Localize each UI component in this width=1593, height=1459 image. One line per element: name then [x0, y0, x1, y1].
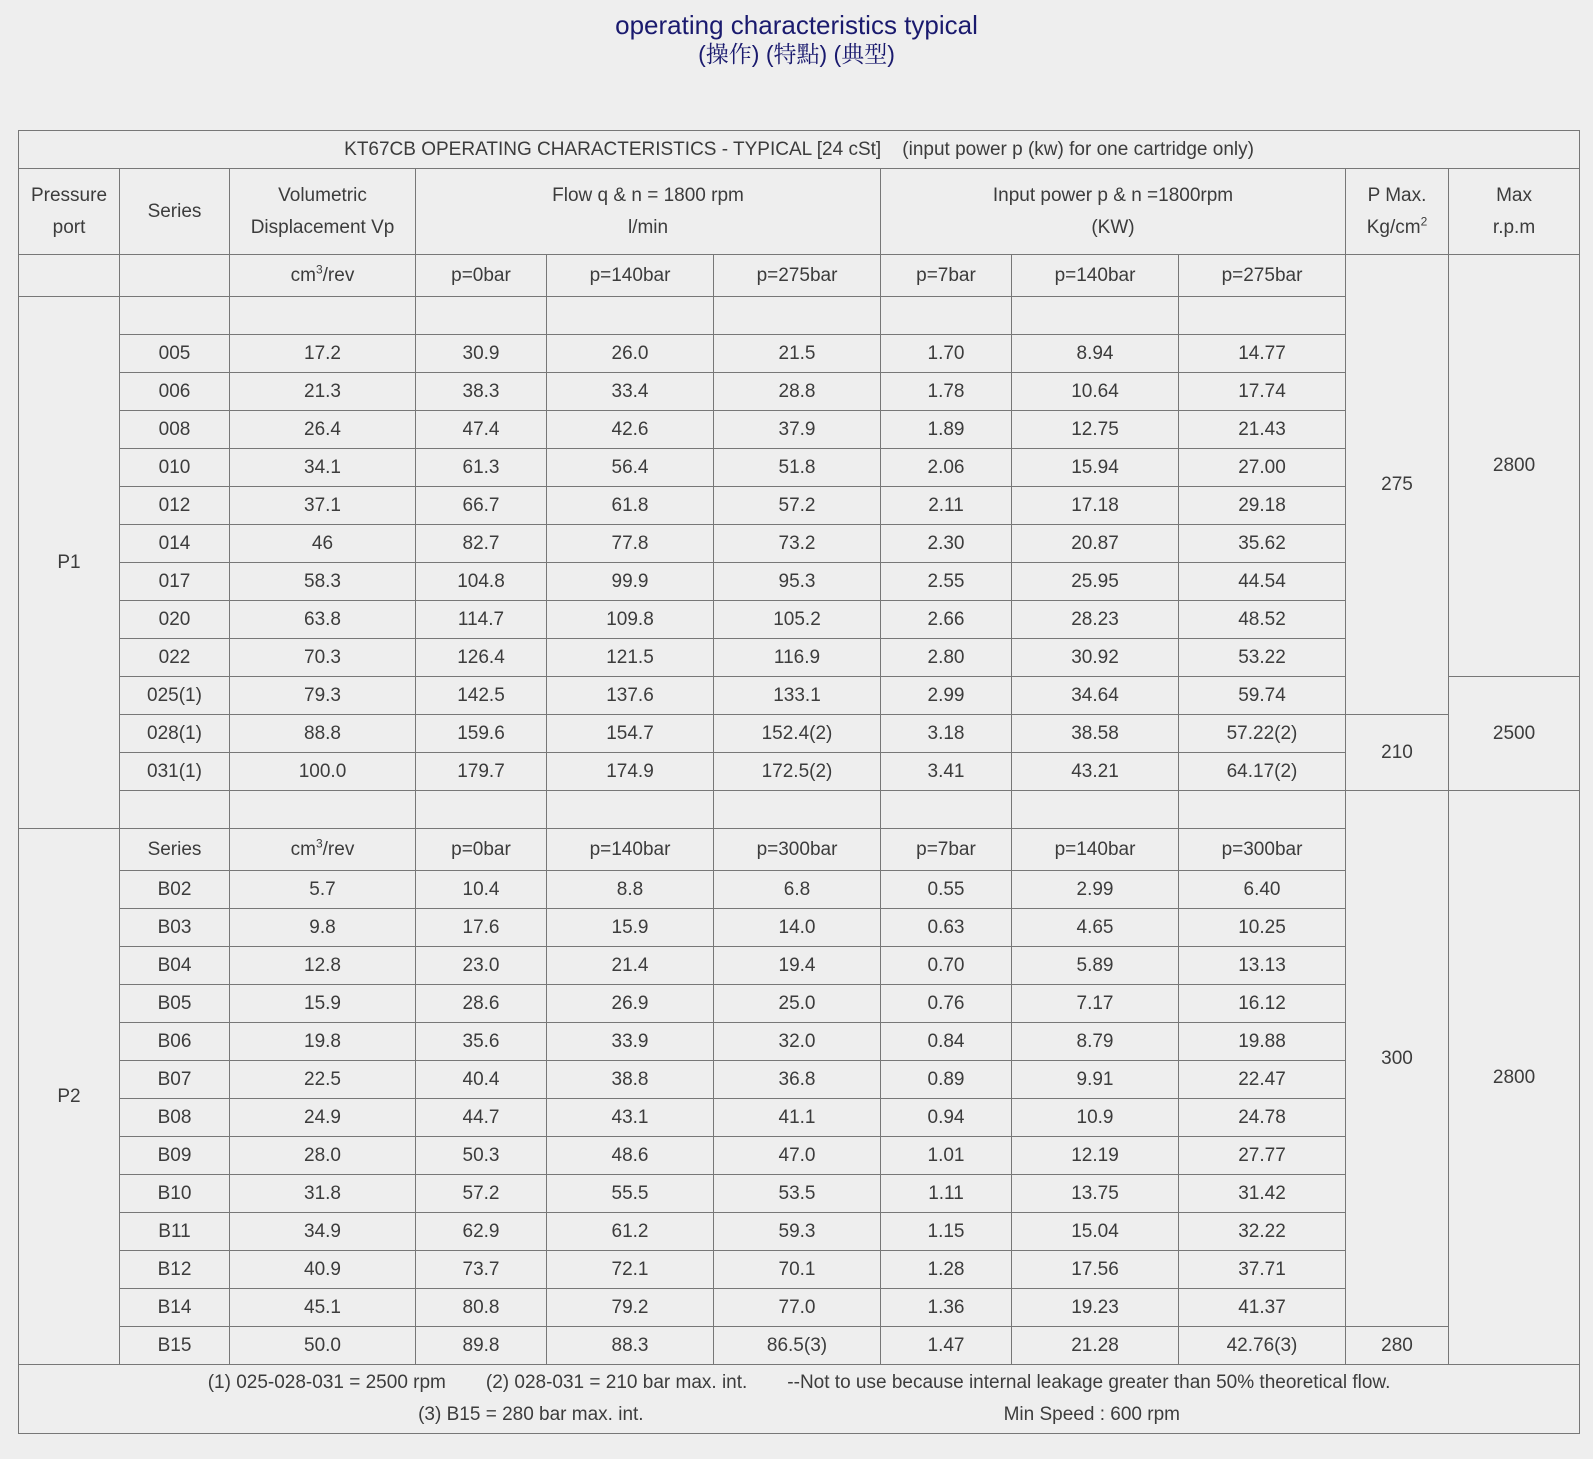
cell-power-7bar: 3.41 — [881, 753, 1012, 791]
page-title: operating characteristics typical — [615, 10, 978, 40]
table-row — [19, 1213, 1580, 1251]
unit-flow-140bar: p=140bar — [547, 255, 714, 297]
cell-displacement: 26.4 — [230, 411, 416, 449]
cell-power-7bar: 0.55 — [881, 871, 1012, 909]
cell-flow-hi: 95.3 — [714, 563, 881, 601]
spacer-row-p1 — [19, 297, 1580, 335]
cell-flow-hi: 105.2 — [714, 601, 881, 639]
cell-flow-140bar: 26.0 — [547, 335, 714, 373]
table-row — [19, 639, 1580, 677]
cell-power-7bar: 3.18 — [881, 715, 1012, 753]
cell-flow-140bar: 121.5 — [547, 639, 714, 677]
cell-power-140bar: 19.23 — [1012, 1289, 1179, 1327]
empty-cell — [120, 791, 230, 829]
cell-displacement: 45.1 — [230, 1289, 416, 1327]
cell-power-7bar: 2.11 — [881, 487, 1012, 525]
cell-displacement: 58.3 — [230, 563, 416, 601]
cell-power-140bar: 12.19 — [1012, 1137, 1179, 1175]
header-displacement: Volumetric Displacement Vp — [230, 169, 416, 255]
cell-flow-0bar: 17.6 — [416, 909, 547, 947]
cell-power-7bar: 0.63 — [881, 909, 1012, 947]
table-row — [19, 909, 1580, 947]
rpm-p2: 2800 — [1449, 791, 1580, 1365]
cell-power-7bar: 1.01 — [881, 1137, 1012, 1175]
cell-power-7bar: 2.06 — [881, 449, 1012, 487]
cell-power-hi: 10.25 — [1179, 909, 1346, 947]
unit-power-140bar-p2: p=140bar — [1012, 829, 1179, 871]
table-row — [19, 715, 1580, 753]
cell-flow-0bar: 61.3 — [416, 449, 547, 487]
units-port-empty — [19, 255, 120, 297]
cell-power-140bar: 8.94 — [1012, 335, 1179, 373]
cell-flow-140bar: 42.6 — [547, 411, 714, 449]
cell-series: B06 — [120, 1023, 230, 1061]
unit-power-7bar-p2: p=7bar — [881, 829, 1012, 871]
table-row — [19, 601, 1580, 639]
footnote-3: --Not to use because internal leakage greater than 50% theoretical flow. — [787, 1372, 1391, 1393]
cell-power-140bar: 34.64 — [1012, 677, 1179, 715]
cell-power-hi: 35.62 — [1179, 525, 1346, 563]
cell-series: B04 — [120, 947, 230, 985]
table-row — [19, 985, 1580, 1023]
cell-power-hi: 29.18 — [1179, 487, 1346, 525]
empty-cell — [1179, 791, 1346, 829]
cell-power-140bar: 4.65 — [1012, 909, 1179, 947]
cell-flow-hi: 6.8 — [714, 871, 881, 909]
cell-flow-hi: 47.0 — [714, 1137, 881, 1175]
cell-flow-hi: 53.5 — [714, 1175, 881, 1213]
cell-power-7bar: 2.30 — [881, 525, 1012, 563]
cell-power-hi: 13.13 — [1179, 947, 1346, 985]
cell-displacement: 21.3 — [230, 373, 416, 411]
cell-power-hi: 17.74 — [1179, 373, 1346, 411]
cell-flow-0bar: 30.9 — [416, 335, 547, 373]
cell-flow-140bar: 137.6 — [547, 677, 714, 715]
cell-flow-140bar: 61.8 — [547, 487, 714, 525]
cell-series: 025(1) — [120, 677, 230, 715]
header-max-rpm: Max r.p.m — [1449, 169, 1580, 255]
cell-flow-140bar: 21.4 — [547, 947, 714, 985]
cell-flow-hi: 133.1 — [714, 677, 881, 715]
cell-power-hi: 14.77 — [1179, 335, 1346, 373]
cell-displacement: 70.3 — [230, 639, 416, 677]
table-caption: KT67CB OPERATING CHARACTERISTICS - TYPICAL [24 cSt] (input power p (kw) for one cartridge only) — [19, 131, 1580, 169]
cell-flow-hi: 41.1 — [714, 1099, 881, 1137]
cell-displacement: 28.0 — [230, 1137, 416, 1175]
cell-power-7bar: 0.70 — [881, 947, 1012, 985]
cell-flow-0bar: 82.7 — [416, 525, 547, 563]
table-row — [19, 487, 1580, 525]
cell-flow-hi: 77.0 — [714, 1289, 881, 1327]
cell-power-hi: 42.76(3) — [1179, 1327, 1346, 1365]
empty-cell — [230, 791, 416, 829]
table-row — [19, 1023, 1580, 1061]
cell-power-140bar: 17.18 — [1012, 487, 1179, 525]
cell-flow-0bar: 159.6 — [416, 715, 547, 753]
cell-displacement: 17.2 — [230, 335, 416, 373]
cell-power-hi: 57.22(2) — [1179, 715, 1346, 753]
cell-power-140bar: 28.23 — [1012, 601, 1179, 639]
unit-power-275bar: p=275bar — [1179, 255, 1346, 297]
cell-series: B02 — [120, 871, 230, 909]
cell-flow-140bar: 56.4 — [547, 449, 714, 487]
cell-flow-hi: 57.2 — [714, 487, 881, 525]
unit-power-7bar: p=7bar — [881, 255, 1012, 297]
table-row — [19, 335, 1580, 373]
cell-series: 012 — [120, 487, 230, 525]
cell-flow-hi: 28.8 — [714, 373, 881, 411]
cell-power-7bar: 0.94 — [881, 1099, 1012, 1137]
cell-displacement: 63.8 — [230, 601, 416, 639]
cell-flow-0bar: 38.3 — [416, 373, 547, 411]
cell-flow-hi: 14.0 — [714, 909, 881, 947]
cell-flow-0bar: 142.5 — [416, 677, 547, 715]
unit-flow-300bar-p2: p=300bar — [714, 829, 881, 871]
cell-flow-0bar: 28.6 — [416, 985, 547, 1023]
unit-series-p2: Series — [120, 829, 230, 871]
cell-series: B15 — [120, 1327, 230, 1365]
cell-power-hi: 27.00 — [1179, 449, 1346, 487]
cell-power-140bar: 13.75 — [1012, 1175, 1179, 1213]
cell-displacement: 15.9 — [230, 985, 416, 1023]
cell-displacement: 40.9 — [230, 1251, 416, 1289]
rpm-p1-b: 2500 — [1449, 677, 1580, 791]
cell-power-140bar: 15.94 — [1012, 449, 1179, 487]
cell-flow-0bar: 179.7 — [416, 753, 547, 791]
cell-flow-0bar: 50.3 — [416, 1137, 547, 1175]
cell-power-7bar: 2.99 — [881, 677, 1012, 715]
cell-flow-0bar: 47.4 — [416, 411, 547, 449]
cell-flow-140bar: 174.9 — [547, 753, 714, 791]
cell-power-140bar: 7.17 — [1012, 985, 1179, 1023]
cell-displacement: 34.1 — [230, 449, 416, 487]
pmax-p1-b: 210 — [1346, 715, 1449, 791]
cell-power-7bar: 1.28 — [881, 1251, 1012, 1289]
cell-flow-140bar: 79.2 — [547, 1289, 714, 1327]
cell-flow-0bar: 40.4 — [416, 1061, 547, 1099]
cell-flow-140bar: 109.8 — [547, 601, 714, 639]
cell-power-7bar: 2.66 — [881, 601, 1012, 639]
cell-series: B14 — [120, 1289, 230, 1327]
cell-power-140bar: 8.79 — [1012, 1023, 1179, 1061]
cell-flow-0bar: 23.0 — [416, 947, 547, 985]
cell-flow-hi: 51.8 — [714, 449, 881, 487]
cell-power-hi: 16.12 — [1179, 985, 1346, 1023]
cell-flow-hi: 21.5 — [714, 335, 881, 373]
cell-power-7bar: 2.80 — [881, 639, 1012, 677]
table-row — [19, 1251, 1580, 1289]
unit-displacement: $cm^3$/rev — [230, 255, 416, 297]
footnote-2: (2) 028-031 = 210 bar max. int. — [485, 1372, 748, 1393]
pmax-p2-b: 280 — [1346, 1327, 1449, 1365]
cell-power-7bar: 2.55 — [881, 563, 1012, 601]
cell-power-140bar: 10.9 — [1012, 1099, 1179, 1137]
port-p2: P2 — [19, 829, 120, 1365]
cell-flow-140bar: 48.6 — [547, 1137, 714, 1175]
cell-flow-140bar: 8.8 — [547, 871, 714, 909]
spacer-row-p2 — [19, 791, 1580, 829]
cell-power-140bar: 30.92 — [1012, 639, 1179, 677]
cell-series: B08 — [120, 1099, 230, 1137]
units-row-p2 — [19, 829, 1580, 871]
unit-flow-0bar: p=0bar — [416, 255, 547, 297]
units-series-empty — [120, 255, 230, 297]
characteristics-table — [18, 130, 1580, 1434]
cell-flow-140bar: 33.4 — [547, 373, 714, 411]
cell-flow-140bar: 38.8 — [547, 1061, 714, 1099]
cell-power-hi: 31.42 — [1179, 1175, 1346, 1213]
table-row — [19, 411, 1580, 449]
empty-cell — [714, 791, 881, 829]
cell-flow-0bar: 89.8 — [416, 1327, 547, 1365]
cell-flow-140bar: 72.1 — [547, 1251, 714, 1289]
cell-flow-0bar: 73.7 — [416, 1251, 547, 1289]
notes-row — [19, 1365, 1580, 1434]
cell-flow-hi: 152.4(2) — [714, 715, 881, 753]
table-row — [19, 373, 1580, 411]
cell-power-hi: 24.78 — [1179, 1099, 1346, 1137]
empty-cell — [881, 791, 1012, 829]
cell-displacement: 12.8 — [230, 947, 416, 985]
cell-series: 020 — [120, 601, 230, 639]
cell-displacement: 88.8 — [230, 715, 416, 753]
cell-flow-140bar: 43.1 — [547, 1099, 714, 1137]
cell-flow-hi: 70.1 — [714, 1251, 881, 1289]
cell-power-140bar: 5.89 — [1012, 947, 1179, 985]
cell-power-hi: 21.43 — [1179, 411, 1346, 449]
cell-power-hi: 32.22 — [1179, 1213, 1346, 1251]
cell-power-7bar: 1.89 — [881, 411, 1012, 449]
pmax-p1-a: 275 — [1346, 255, 1449, 715]
cell-power-140bar: 17.56 — [1012, 1251, 1179, 1289]
cell-flow-hi: 116.9 — [714, 639, 881, 677]
cell-displacement: 100.0 — [230, 753, 416, 791]
table-row — [19, 563, 1580, 601]
table-row — [19, 677, 1580, 715]
unit-displacement-p2: $cm^3$/rev — [230, 829, 416, 871]
cell-power-hi: 22.47 — [1179, 1061, 1346, 1099]
cell-series: B09 — [120, 1137, 230, 1175]
cell-power-140bar: 15.04 — [1012, 1213, 1179, 1251]
cell-power-7bar: 0.76 — [881, 985, 1012, 1023]
cell-flow-hi: 73.2 — [714, 525, 881, 563]
cell-series: 028(1) — [120, 715, 230, 753]
cell-flow-0bar: 10.4 — [416, 871, 547, 909]
header-flow: Flow q & n = 1800 rpm l/min — [416, 169, 881, 255]
empty-cell — [1012, 791, 1179, 829]
cell-power-hi: 19.88 — [1179, 1023, 1346, 1061]
cell-flow-140bar: 55.5 — [547, 1175, 714, 1213]
cell-power-hi: 6.40 — [1179, 871, 1346, 909]
cell-series: 006 — [120, 373, 230, 411]
cell-power-hi: 44.54 — [1179, 563, 1346, 601]
cell-flow-hi: 19.4 — [714, 947, 881, 985]
cell-flow-0bar: 66.7 — [416, 487, 547, 525]
page-heading — [0, 0, 1593, 120]
header-pmax: P Max. $Kg/cm^2$ — [1346, 169, 1449, 255]
table-row — [19, 1099, 1580, 1137]
cell-series: 005 — [120, 335, 230, 373]
cell-flow-140bar: 154.7 — [547, 715, 714, 753]
table-row — [19, 1327, 1580, 1365]
table-row — [19, 525, 1580, 563]
cell-power-140bar: 43.21 — [1012, 753, 1179, 791]
cell-flow-140bar: 99.9 — [547, 563, 714, 601]
cell-flow-0bar: 62.9 — [416, 1213, 547, 1251]
cell-displacement: 5.7 — [230, 871, 416, 909]
unit-power-140bar: p=140bar — [1012, 255, 1179, 297]
cell-flow-hi: 37.9 — [714, 411, 881, 449]
cell-flow-0bar: 104.8 — [416, 563, 547, 601]
pmax-p2-a: 300 — [1346, 791, 1449, 1327]
header-series: Series — [120, 169, 230, 255]
cell-flow-hi: 25.0 — [714, 985, 881, 1023]
cell-power-140bar: 25.95 — [1012, 563, 1179, 601]
header-pressure-port: Pressure port — [19, 169, 120, 255]
cell-power-7bar: 1.78 — [881, 373, 1012, 411]
cell-power-hi: 41.37 — [1179, 1289, 1346, 1327]
cell-series: 008 — [120, 411, 230, 449]
table-row — [19, 753, 1580, 791]
cell-displacement: 22.5 — [230, 1061, 416, 1099]
cell-power-7bar: 1.70 — [881, 335, 1012, 373]
cell-flow-140bar: 33.9 — [547, 1023, 714, 1061]
cell-series: 010 — [120, 449, 230, 487]
cell-displacement: 46 — [230, 525, 416, 563]
cell-series: B12 — [120, 1251, 230, 1289]
units-row-p1 — [19, 255, 1580, 297]
cell-displacement: 24.9 — [230, 1099, 416, 1137]
footnote-4: (3) B15 = 280 bar max. int. — [418, 1404, 644, 1425]
cell-flow-0bar: 35.6 — [416, 1023, 547, 1061]
cell-series: 022 — [120, 639, 230, 677]
cell-series: 014 — [120, 525, 230, 563]
cell-displacement: 31.8 — [230, 1175, 416, 1213]
cell-flow-140bar: 88.3 — [547, 1327, 714, 1365]
table-row — [19, 1175, 1580, 1213]
cell-series: B10 — [120, 1175, 230, 1213]
cell-flow-0bar: 57.2 — [416, 1175, 547, 1213]
cell-power-7bar: 0.84 — [881, 1023, 1012, 1061]
cell-flow-140bar: 15.9 — [547, 909, 714, 947]
unit-flow-275bar: p=275bar — [714, 255, 881, 297]
cell-power-7bar: 1.15 — [881, 1213, 1012, 1251]
cell-power-140bar: 12.75 — [1012, 411, 1179, 449]
cell-flow-0bar: 44.7 — [416, 1099, 547, 1137]
cell-series: B05 — [120, 985, 230, 1023]
cell-flow-140bar: 77.8 — [547, 525, 714, 563]
cell-power-140bar: 20.87 — [1012, 525, 1179, 563]
empty-cell — [547, 791, 714, 829]
cell-power-140bar: 21.28 — [1012, 1327, 1179, 1365]
unit-flow-140bar-p2: p=140bar — [547, 829, 714, 871]
port-p1: P1 — [19, 297, 120, 829]
cell-flow-hi: 86.5(3) — [714, 1327, 881, 1365]
cell-power-7bar: 1.11 — [881, 1175, 1012, 1213]
cell-displacement: 34.9 — [230, 1213, 416, 1251]
cell-power-hi: 64.17(2) — [1179, 753, 1346, 791]
cell-flow-hi: 36.8 — [714, 1061, 881, 1099]
table-row — [19, 947, 1580, 985]
cell-power-hi: 27.77 — [1179, 1137, 1346, 1175]
cell-flow-140bar: 61.2 — [547, 1213, 714, 1251]
table-row — [19, 1137, 1580, 1175]
cell-flow-0bar: 114.7 — [416, 601, 547, 639]
cell-series: B07 — [120, 1061, 230, 1099]
table-row — [19, 1289, 1580, 1327]
cell-power-140bar: 38.58 — [1012, 715, 1179, 753]
cell-flow-0bar: 80.8 — [416, 1289, 547, 1327]
cell-series: B11 — [120, 1213, 230, 1251]
cell-series: 031(1) — [120, 753, 230, 791]
table-row — [19, 1061, 1580, 1099]
footnotes — [19, 1365, 1580, 1434]
footnote-5: Min Speed : 600 rpm — [1003, 1404, 1180, 1425]
cell-displacement: 37.1 — [230, 487, 416, 525]
table-row — [19, 449, 1580, 487]
footnote-1: (1) 025-028-031 = 2500 rpm — [207, 1372, 446, 1393]
rpm-p1-a: 2800 — [1449, 255, 1580, 677]
cell-displacement: 9.8 — [230, 909, 416, 947]
cell-power-7bar: 0.89 — [881, 1061, 1012, 1099]
cell-power-hi: 59.74 — [1179, 677, 1346, 715]
cell-series: B03 — [120, 909, 230, 947]
cell-displacement: 79.3 — [230, 677, 416, 715]
cell-power-7bar: 1.36 — [881, 1289, 1012, 1327]
empty-cell — [416, 791, 547, 829]
cell-displacement: 19.8 — [230, 1023, 416, 1061]
cell-flow-hi: 172.5(2) — [714, 753, 881, 791]
cell-flow-0bar: 126.4 — [416, 639, 547, 677]
cell-power-hi: 37.71 — [1179, 1251, 1346, 1289]
header-input-power: Input power p & n =1800rpm (KW) — [881, 169, 1346, 255]
cell-power-hi: 53.22 — [1179, 639, 1346, 677]
cell-flow-hi: 59.3 — [714, 1213, 881, 1251]
cell-power-140bar: 9.91 — [1012, 1061, 1179, 1099]
table-row — [19, 871, 1580, 909]
unit-power-300bar-p2: p=300bar — [1179, 829, 1346, 871]
page-subtitle: (操作) (特點) (典型) — [698, 41, 895, 67]
cell-flow-hi: 32.0 — [714, 1023, 881, 1061]
cell-power-7bar: 1.47 — [881, 1327, 1012, 1365]
unit-flow-0bar-p2: p=0bar — [416, 829, 547, 871]
cell-power-140bar: 2.99 — [1012, 871, 1179, 909]
cell-power-140bar: 10.64 — [1012, 373, 1179, 411]
cell-series: 017 — [120, 563, 230, 601]
cell-flow-140bar: 26.9 — [547, 985, 714, 1023]
cell-displacement: 50.0 — [230, 1327, 416, 1365]
cell-power-hi: 48.52 — [1179, 601, 1346, 639]
